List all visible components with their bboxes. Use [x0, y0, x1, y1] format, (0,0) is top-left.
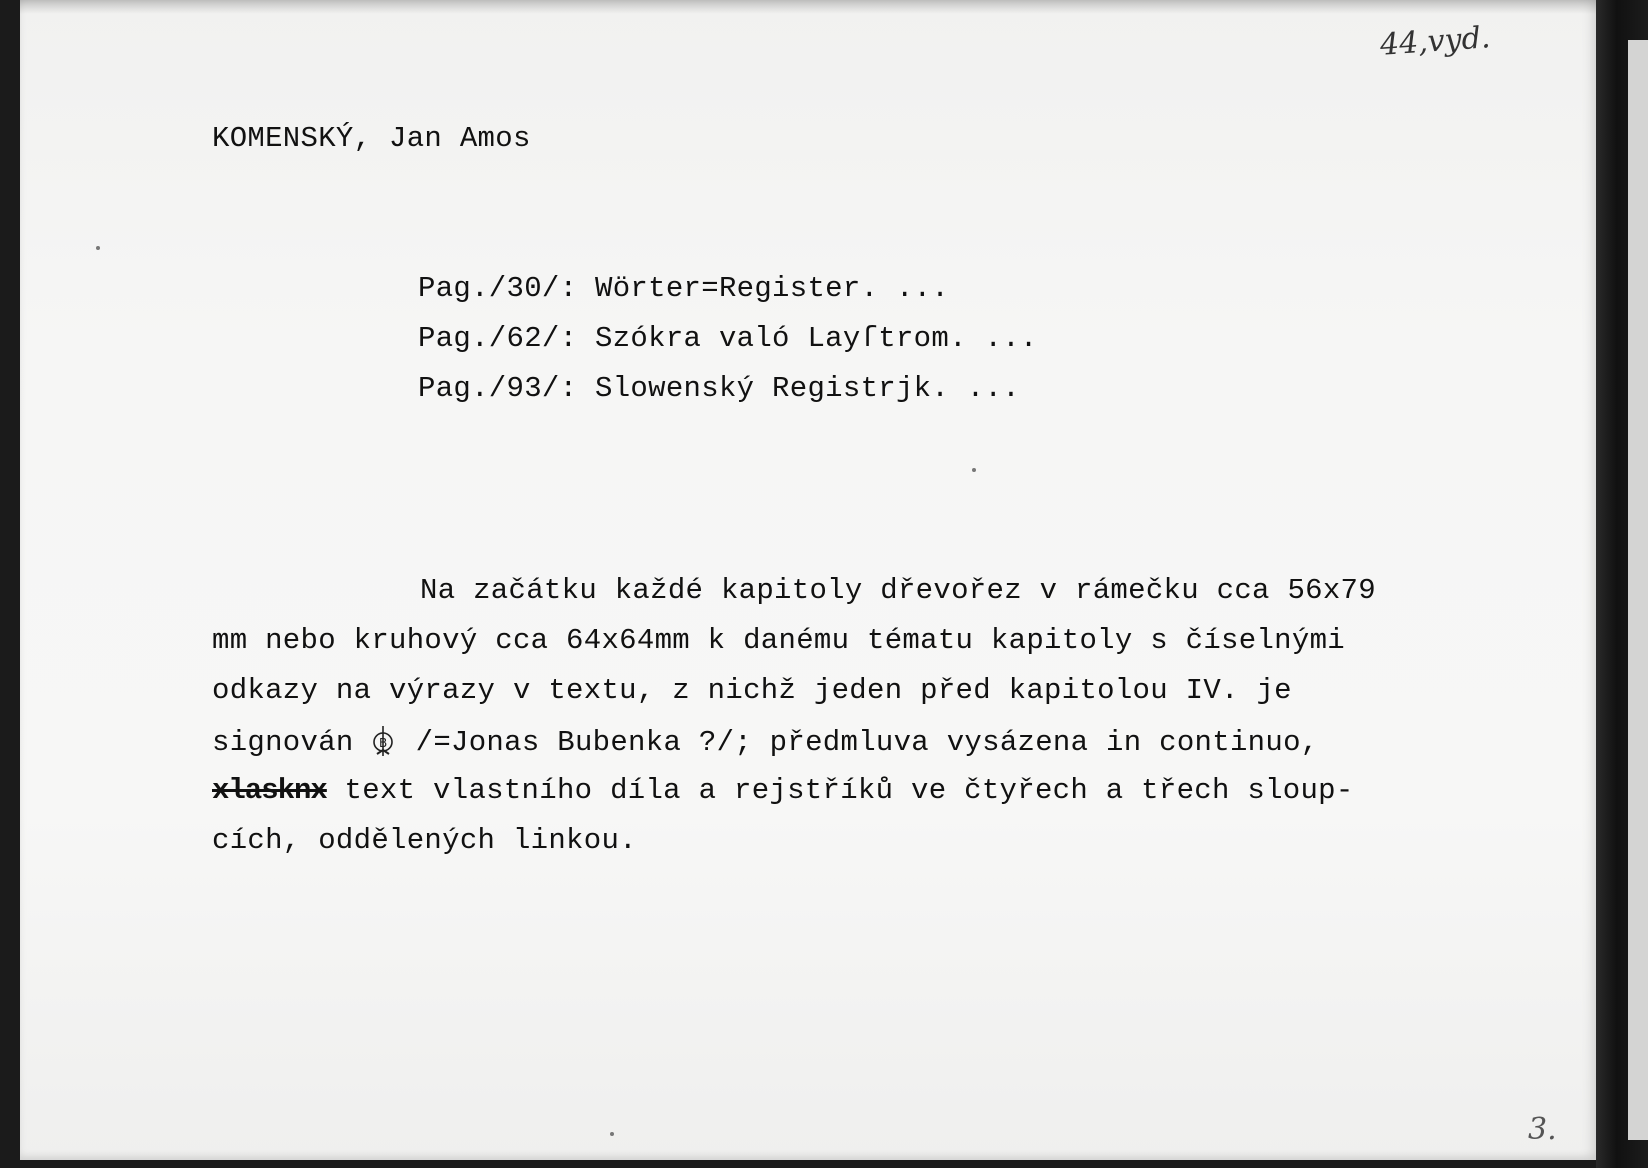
card-heading: KOMENSKÝ, Jan Amos: [212, 122, 531, 155]
handwritten-note-top: 44,vyd.: [1378, 20, 1492, 63]
description-line: Na začátku každé kapitoly dřevořez v rámečku cca 56x79: [420, 574, 1376, 607]
svg-text:B: B: [378, 736, 388, 750]
contents-line: Pag./30/: Wörter=Register. ...: [418, 272, 950, 305]
dust-speck: [972, 468, 976, 472]
description-segment: /=Jonas Bubenka ?/; předmluva vysázena in continuo,: [415, 726, 1319, 759]
description-line: cích, oddělených linkou.: [212, 824, 637, 857]
description-line: mm nebo kruhový cca 64x64mm k danému tématu kapitoly s číselnými: [212, 624, 1345, 657]
card-top-shadow: [20, 0, 1596, 14]
handwritten-card-number: 3.: [1528, 1112, 1557, 1147]
contents-line: Pag./62/: Szókra való Layſtrom. ...: [418, 322, 1038, 355]
description-line-with-strikeout: [212, 776, 1354, 805]
struck-out-word: xlasknx: [212, 774, 327, 807]
contents-line: Pag./93/: Slowenský Registrjk. ...: [418, 372, 1020, 405]
description-line-with-mark: [212, 726, 1318, 757]
description-line: odkazy na výrazy v textu, z nichž jeden před kapitolou IV. je: [212, 674, 1292, 707]
dust-speck: [610, 1132, 614, 1136]
description-segment: signován: [212, 726, 354, 759]
description-segment: text vlastního díla a rejstříků ve čtyřech a třech sloup-: [326, 774, 1354, 807]
dust-speck: [96, 246, 100, 250]
next-card-strip: [1628, 40, 1648, 1140]
monogram-b-icon: [358, 726, 408, 756]
